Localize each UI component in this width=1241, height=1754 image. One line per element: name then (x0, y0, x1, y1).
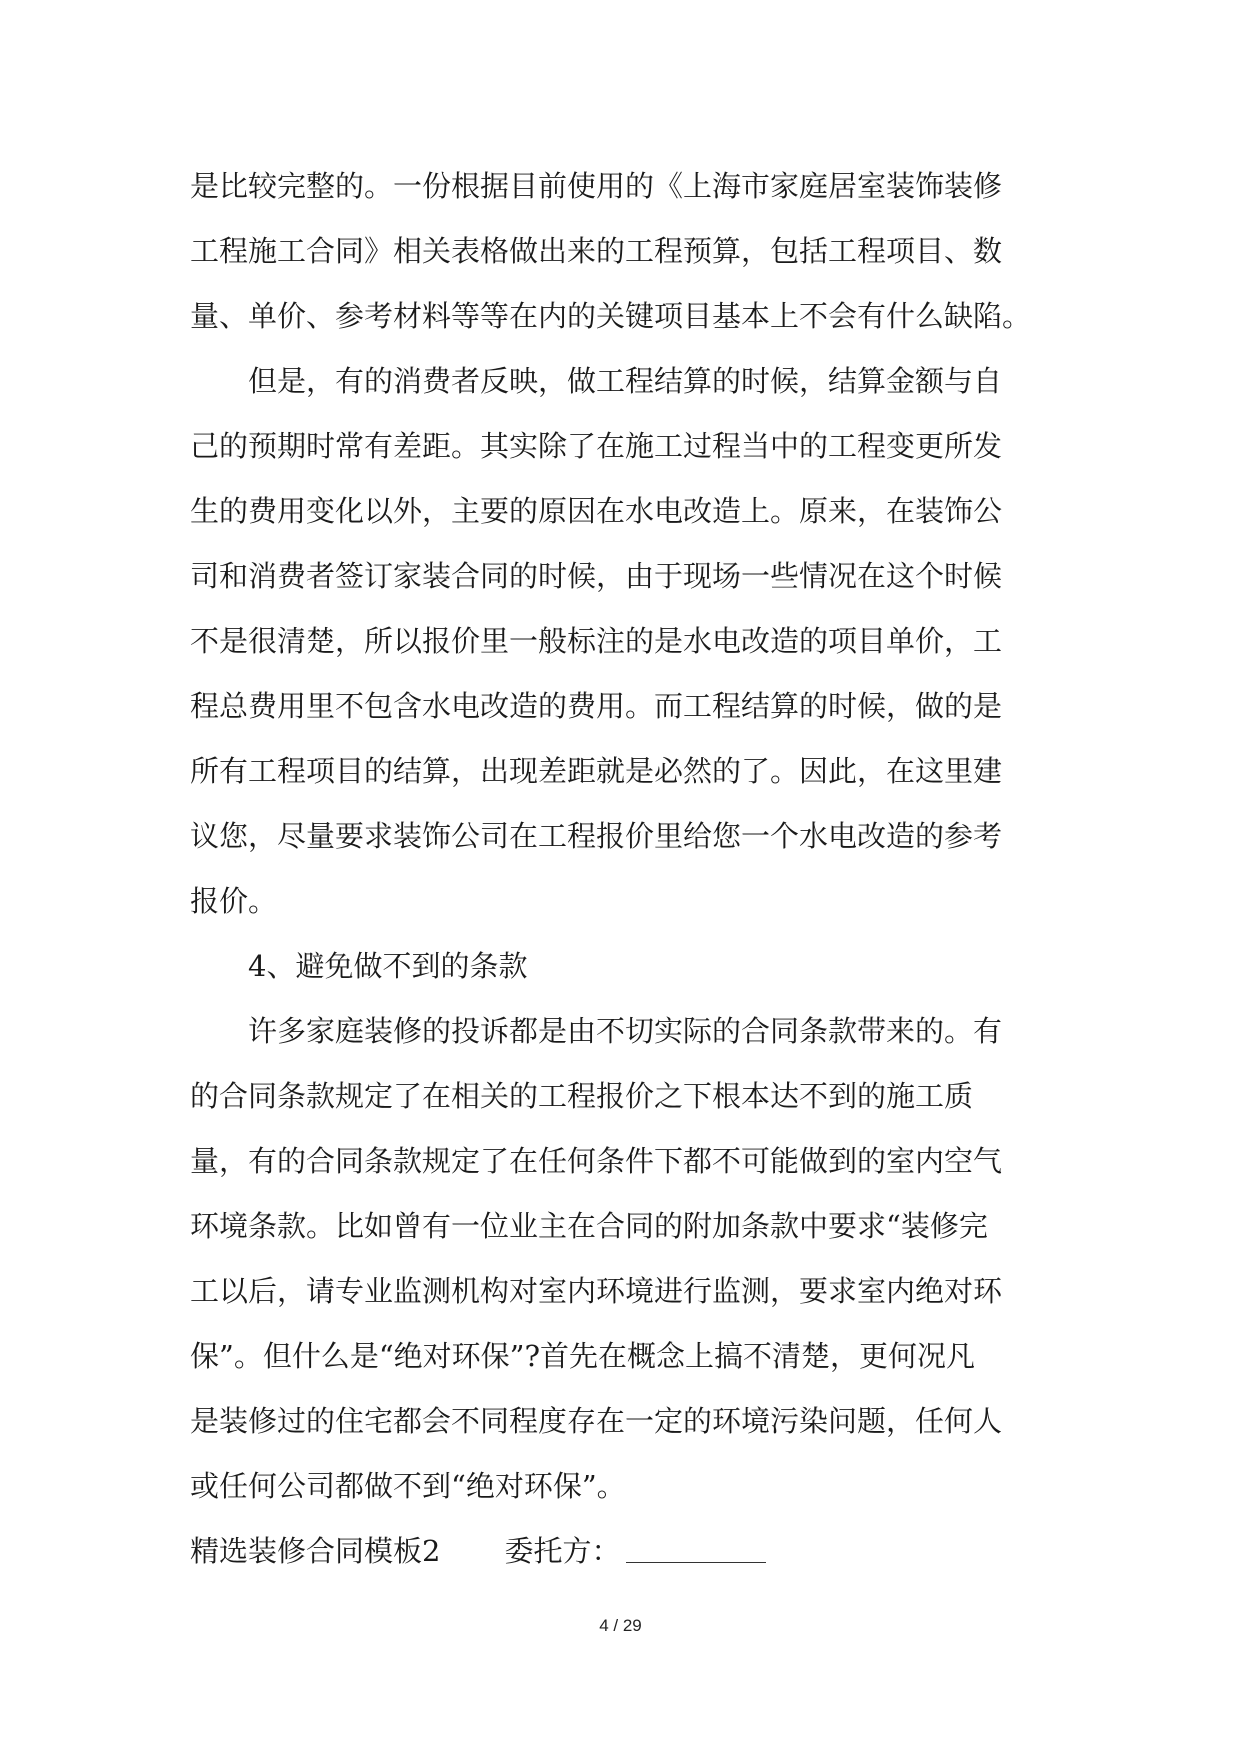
text-line: 环境条款。比如曾有一位业主在合同的附加条款中要求“装修完 (190, 1209, 988, 1243)
document-body (190, 154, 1052, 1584)
text-line: 己的预期时常有差距。其实除了在施工过程当中的工程变更所发 (190, 429, 1003, 463)
text-line: 的合同条款规定了在相关的工程报价之下根本达不到的施工质 (190, 1079, 974, 1113)
section-heading: 4、避免做不到的条款 (190, 949, 528, 983)
text-line: 保”。但什么是“绝对环保”?首先在概念上搞不清楚，更何况凡 (190, 1339, 976, 1373)
text-line: 量、单价、参考材料等等在内的关键项目基本上不会有什么缺陷。 (190, 299, 1032, 333)
text-line: 生的费用变化以外，主要的原因在水电改造上。原来，在装饰公 (190, 494, 1003, 528)
template-title-line (190, 1519, 1052, 1584)
text-line: 程总费用里不包含水电改造的费用。而工程结算的时候，做的是 (190, 689, 1003, 723)
text-line: 量，有的合同条款规定了在任何条件下都不可能做到的室内空气 (190, 1144, 1003, 1178)
text-line: 是比较完整的。一份根据目前使用的《上海市家庭居室装饰装修 (190, 169, 1003, 203)
client-blank-underline (626, 1561, 766, 1563)
text-line: 司和消费者签订家装合同的时候，由于现场一些情况在这个时候 (190, 559, 1003, 593)
text-line: 许多家庭装修的投诉都是由不切实际的合同条款带来的。有 (190, 1014, 1003, 1048)
text-line: 是装修过的住宅都会不同程度存在一定的环境污染问题，任何人 (190, 1404, 1003, 1438)
page-number: 4 / 29 (599, 1616, 642, 1635)
text-line: 但是，有的消费者反映，做工程结算的时候，结算金额与自 (190, 364, 1003, 398)
text-line: 或任何公司都做不到“绝对环保”。 (190, 1469, 626, 1503)
text-line: 工程施工合同》相关表格做出来的工程预算，包括工程项目、数 (190, 234, 1003, 268)
text-line: 议您，尽量要求装饰公司在工程报价里给您一个水电改造的参考 (190, 819, 1003, 853)
text-line: 工以后，请专业监测机构对室内环境进行监测，要求室内绝对环 (190, 1274, 1003, 1308)
template-title: 精选装修合同模板2 (190, 1534, 441, 1568)
text-line: 不是很清楚，所以报价里一般标注的是水电改造的项目单价，工 (190, 624, 1003, 658)
text-line: 所有工程项目的结算，出现差距就是必然的了。因此，在这里建 (190, 754, 1003, 788)
client-label: 委托方： (504, 1534, 621, 1568)
text-line: 报价。 (190, 884, 278, 918)
